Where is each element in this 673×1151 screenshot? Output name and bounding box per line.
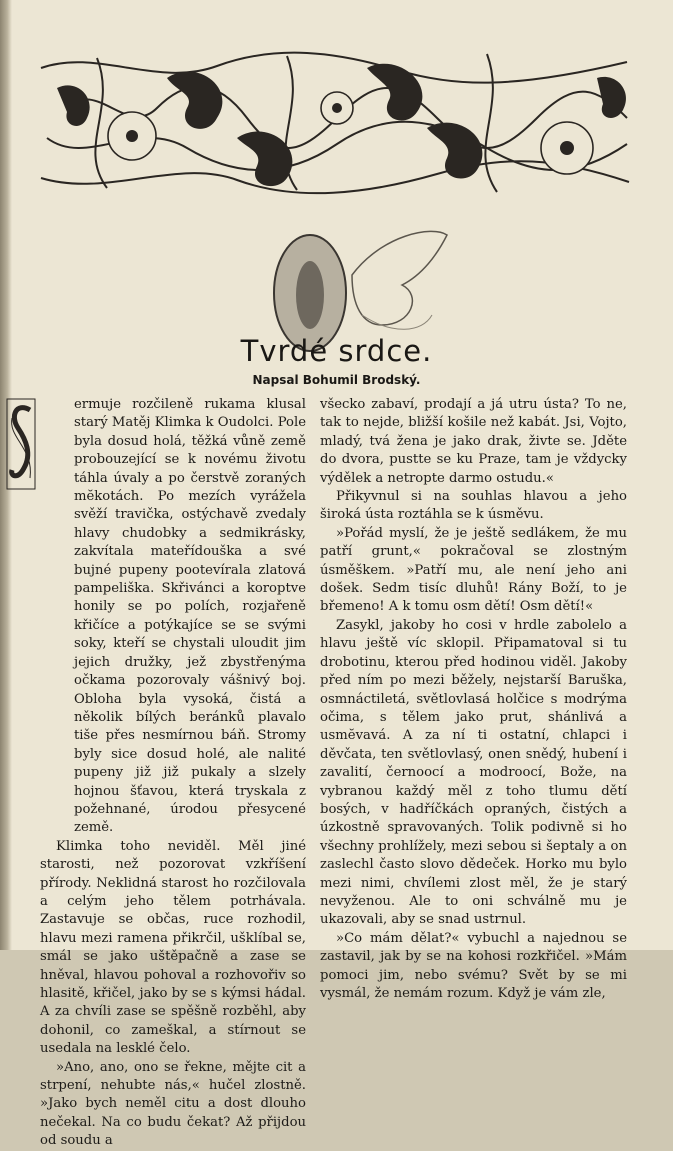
ornate-drop-cap-s xyxy=(6,398,36,490)
paragraph xyxy=(40,396,306,838)
article-byline: Napsal Bohumil Brodský. xyxy=(252,373,421,387)
article-title: Tvrdé srdce. xyxy=(240,334,433,368)
paragraph-text: ermuje rozčileně rukama klusal starý Matěj Klimka k Oudolci. Pole byla dosud holá, těžká vůně země probouzející se k novému životu táhla úvaly a po čerstvě zoraných mĕkotách. Po mezích vyrážela svěží travička, ostýchavě zvedaly hlavy chudobky a sedmikrásky, zakvítala mateřídouška a své bujné pupeny pootevírala zlatová pampeliška. Skřivánci a koroptve honily se po polích, rozjařeně křičíce a potýkajíce se se svými soky, kteří se chystali uloudit jim jejich družky, jež zbystřenýma očkama pozorovaly vášnivý boj. Obloha byla vysoká, čistá a několik bílých beránků plavalo tiše přes nesmírnou báň. Stromy byly sice dosud holé, ale nalité pupeny již již pukaly a slzely hojnou šťavou, která tryskala z požehnané, úrodou přesycené země. xyxy=(74,397,306,836)
paragraph: »Pořád myslí, že je ještě sedlákem, že mu patří grunt,« pokračoval se zlostným úsměškem. »Patří mu, ale není jeho ani došek. Sedm tisíc dluhů! Rány Boží, to je břemeno! A k tomu osm dětí! Osm dětí!« xyxy=(320,525,627,615)
paragraph: Přikyvnul si na souhlas hlavou a jeho široká ústa roztáhla se k úsměvu. xyxy=(320,489,627,523)
paragraph: »Co mám dělat?« vybuchl a najednou se zastavil, jak by se na kohosi rozkřičel. »Mám pomoci jim, nebo svému? Svět by se mi vysmál, že nemám rozum. Když je vám zle, xyxy=(320,930,627,1001)
paragraph: »Ano, ano, ono se řekne, mějte cit a strpení, nehubte nás,« hučel zlostně. »Jako bych neměl citu a dost dlouho nečekal. Na co budu čekat? Až přijdou od soudu a xyxy=(40,1059,306,1149)
ornamental-header-band xyxy=(37,48,633,198)
paragraph: Klimka toho neviděl. Měl jiné starosti, než pozorovat vzkříšení přírody. Neklidná starost ho rozčilovala a celým jeho tělem potrhávala. Zastavuje se občas, ruce rozhodil, hlavu mezi ramena přikrčil, ušklíbal se, smál se jako uštěpačně a zase se hněval, hlavou pohoval a rozhovořiv so hlasitě, křičel, jako by se s kýmsi hádal. A za chvíli zase se spěšně rozběhl, aby dohonil, co zameškal, a stírnout se usedala na lesklé čelo. xyxy=(40,838,306,1057)
left-column xyxy=(40,396,306,1151)
right-column xyxy=(320,396,627,1003)
paragraph: všecko zabaví, prodají a já utru ústa? To ne, tak to nejde, bližší košile než kabát. Jsi, Vojto, mladý, tvá žena je jako drak, živte se. Jděte do dvora, pustte se ku Praze, tam je vždycky výdělek a netropte darmo ostudu.« xyxy=(320,397,627,486)
paragraph: Zasykl, jakoby ho cosi v hrdle zabolelo a hlavu ještě víc sklopil. Připamatoval si tu drobotinu, kterou před hodinou viděl. Jakoby před ním po mezi běžely, nejstarší Baruška, osmnáctiletá, světlovlasá holčice s modrýma očima, s tělem jako prut, shánlivá a usmĕvavá. A za ní ti ostatní, chlapci i děvčata, ten světlovlasý, onen snědý, hubení i zavalití, černoocí a modroocí, Bože, na vybranou každý měl z toho tlumu dětí bosých, v hadříčkách opraných, čistých a úzkostně spravovaných. Tolik podivně si ho všechny prohlížely, mezi sebou si šeptaly a on zaslechl často slovo dědeček. Horko mu bylo mezi nimi, chvílemi zlost měl, že je starý nevyženou. Ale to oni schválně mu je ukazovali, aby se snad ustrnul. xyxy=(320,617,627,928)
